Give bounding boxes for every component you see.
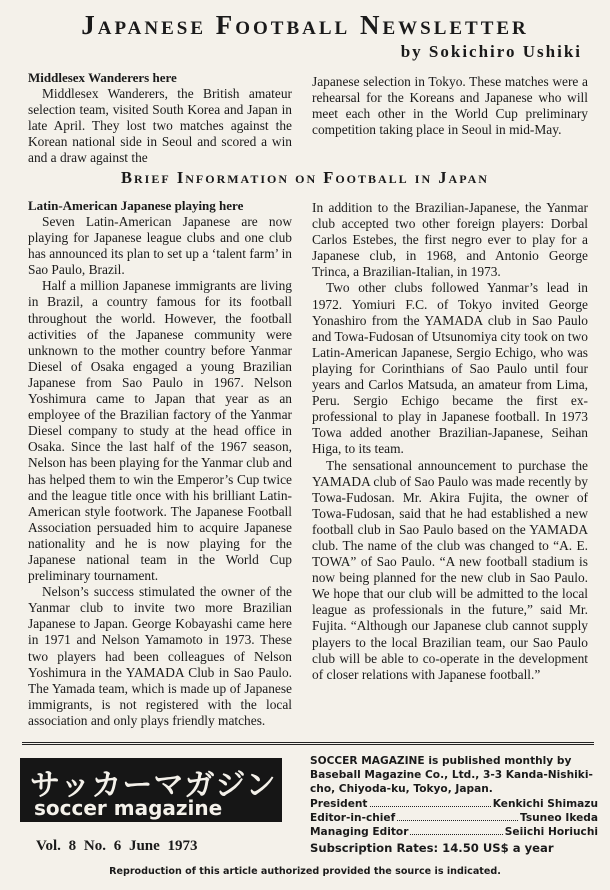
logo-english-text: soccer magazine	[34, 796, 223, 820]
page-title: Japanese Football Newsletter	[81, 10, 529, 40]
author-byline: by Sokichiro Ushiki	[400, 42, 582, 61]
publisher-note: SOCCER MAGAZINE is published monthly by Baseball Magazine Co., Ltd., 3-3 Kanda-Nishiki-cho, Chiyoda-ku, Tokyo, Japan.	[310, 755, 593, 796]
staff-name: Tsuneo Ikeda	[520, 811, 598, 824]
staff-row	[310, 797, 598, 811]
article-paragraph: Nelson’s success stimulated the owner of the Yanmar club to invite two more Brazilian Japanese to Japan. George Kobayashi came here in 1971 and Nelson Yamamoto in 1973. These two players had been colleagues of Nelson Yoshimura in the YAMADA Club in Sao Paulo. The Yamada team, which is made up of Japanese immigrants, is not registered with the local association and only plays friendly matches.	[28, 584, 292, 728]
staff-role: Editor-in-chief	[310, 811, 396, 824]
article-paragraph: In addition to the Brazilian-Japanese, the Yanmar club accepted two other foreign players: Dorbal Carlos Estebes, the first negro ever to play for a Japanese club, in 1968, and Antonio George Trinca, a Brazilian-Italian, in 1973.	[312, 200, 588, 280]
latin-article-heading: Latin-American Japanese playing here	[28, 198, 244, 213]
latin-article-right-column	[312, 200, 588, 683]
top-article-right-column	[312, 74, 588, 138]
section-title: Brief Information on Football in Japan	[121, 168, 489, 187]
reproduction-notice: Reproduction of this article authorized provided the source is indicated.	[109, 866, 501, 877]
leader-dots	[397, 820, 518, 821]
top-article-text-right: Japanese selection in Tokyo. These matches were a rehearsal for the Koreans and Japanese who will meet each other in the World Cup preliminary competition taking place in Seoul in mid-May.	[312, 74, 588, 138]
top-article-left-column	[28, 70, 292, 166]
staff-role: Managing Editor	[310, 826, 409, 839]
masthead-divider	[22, 742, 594, 745]
article-paragraph: Seven Latin-American Japanese are now playing for Japanese league clubs and one club has announced its plan to set up a ‘talent farm’ in Sao Paulo, Brazil.	[28, 214, 292, 278]
staff-name: Kenkichi Shimazu	[492, 797, 598, 810]
top-article-text-left: Middlesex Wanderers, the British amateur selection team, visited South Korea and Japan in late April. They lost two matches against the Korean national side in Seoul and scored a win and a draw against the	[28, 86, 292, 166]
logo-japanese-text: サッカーマガジン	[30, 768, 277, 803]
issue-info: Vol. 8 No. 6 June 1973	[36, 838, 198, 854]
leader-dots	[410, 834, 502, 835]
article-paragraph: Two other clubs followed Yanmar’s lead in 1972. Yomiuri F.C. of Tokyo invited George Yonashiro from the YAMADA club in Sao Paulo and Towa-Fudosan of Utsunomiya city took on two Latin-American Japanese, Sergio Echigo, who was playing for Corinthians of Sao Paulo until four years and Carlos Matsuda, an amateur from Lima, Peru. Sergio Echigo became the first ex-professional to play in Japanese football. In 1973 Towa added another Brazilian-Japanese, Seihan Higa, to its team.	[312, 280, 588, 457]
staff-row	[310, 825, 598, 839]
staff-role: President	[310, 797, 368, 810]
article-paragraph: Half a million Japanese immigrants are living in Brazil, a country famous for its football throughout the world. However, the football activities of the Japanese community were unknown to the mother country before Yanmar Diesel of Osaka engaged a young Brazilian Japanese from Sao Paulo in 1967. Nelson Yoshimura came to Japan that year as an employee of the Brazilian factory of the Yanmar Diesel company to study at the head office in Osaka. Since the last half of the 1967 season, Nelson has been playing for the Yanmar club and has helped them to win the Emperor’s Cup twice and the league title once with his brilliant Latin-American style footwork. The Japanese Football Association persuaded him to acquire Japanese nationality and he is now playing for the Japanese national team in the World Cup preliminary tournament.	[28, 278, 292, 584]
publisher-info	[310, 754, 598, 855]
article-paragraph: The sensational announcement to purchase the YAMADA club of Sao Paulo was made recently by Towa-Fudosan. Mr. Akira Fujita, the owner of Towa-Fudosan, said that he had established a new football club in Sao Paulo based on the YAMADA club. The name of the club was changed to “A. E. TOWA” of Sao Paulo. “A new football stadium is now being planned for the new club in Sao Paulo. We hope that our club will be admitted to the local league as professionals in the future,” said Mr. Fujita. “Although our Japanese club cannot supply players to the local Brazilian team, our Sao Paulo club will be able to co-operate in the development of closer relations with Japanese football.”	[312, 457, 588, 682]
leader-dots	[370, 806, 491, 807]
soccer-magazine-logo	[20, 758, 282, 822]
subscription-rates: Subscription Rates: 14.50 US$ a year	[310, 841, 554, 856]
staff-name: Seiichi Horiuchi	[504, 826, 598, 839]
top-article-heading: Middlesex Wanderers here	[28, 70, 177, 85]
staff-row	[310, 811, 598, 825]
latin-article-left-column	[28, 198, 292, 729]
